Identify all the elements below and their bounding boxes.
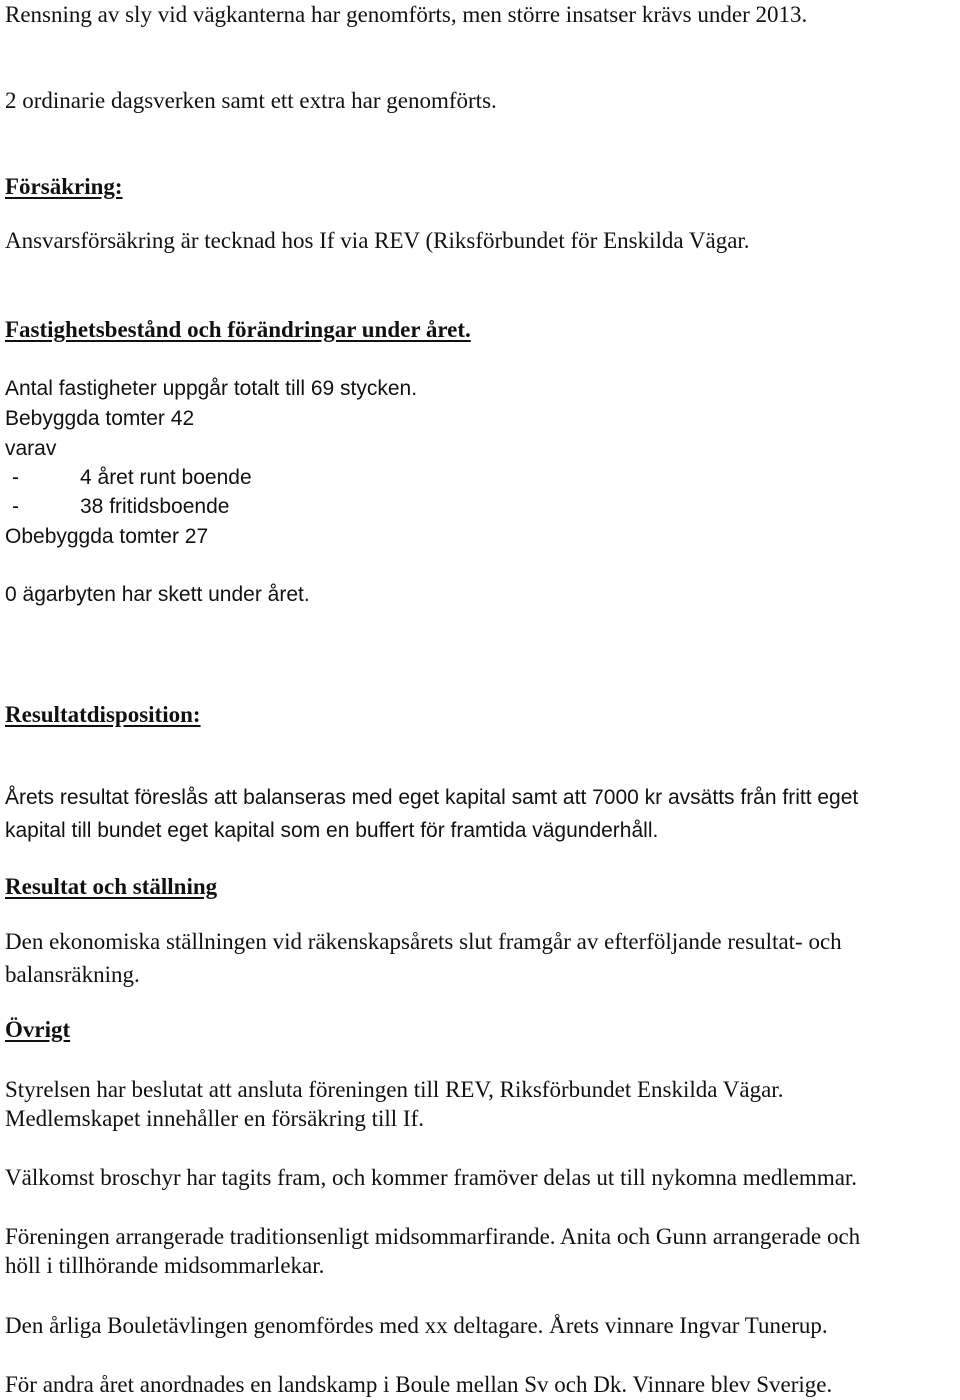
result-line-2: balansräkning. xyxy=(5,962,140,987)
property-ownership: 0 ägarbyten har skett under året. xyxy=(5,583,310,606)
property-list-item xyxy=(12,463,252,493)
other-p3-line-2: höll i tillhörande midsommarlekar. xyxy=(5,1253,325,1278)
other-p1-line-2: Medlemskapet innehåller en försäkring till If. xyxy=(5,1106,424,1131)
insurance-heading: Försäkring: xyxy=(5,174,123,199)
other-p1-line-1: Styrelsen har beslutat att ansluta föreningen till REV, Riksförbundet Enskilda Vägar. xyxy=(5,1077,784,1102)
disposition-heading: Resultatdisposition: xyxy=(5,702,201,727)
result-heading: Resultat och ställning xyxy=(5,874,218,899)
list-item-text: 4 året runt boende xyxy=(80,466,252,489)
disposition-line-2: kapital till bundet eget kapital som en buffert för framtida vägunderhåll. xyxy=(5,819,659,842)
insurance-text: Ansvarsförsäkring är tecknad hos If via REV (Riksförbundet för Enskilda Vägar. xyxy=(5,228,750,253)
property-heading: Fastighetsbestånd och förändringar under året. xyxy=(5,317,471,342)
intro-line-2: 2 ordinarie dagsverken samt ett extra har genomförts. xyxy=(5,88,497,113)
list-dash: - xyxy=(12,466,19,489)
other-p2: Välkomst broschyr har tagits fram, och kommer framöver delas ut till nykomna medlemmar. xyxy=(5,1165,858,1190)
property-of-which: varav xyxy=(5,437,57,460)
intro-line-1: Rensning av sly vid vägkanterna har genomförts, men större insatser krävs under 2013. xyxy=(5,2,808,27)
disposition-line-1: Årets resultat föreslås att balanseras med eget kapital samt att 7000 kr avsätts från fritt eget xyxy=(5,786,859,809)
other-heading: Övrigt xyxy=(5,1017,71,1042)
list-dash: - xyxy=(12,495,19,518)
other-p4: Den årliga Bouletävlingen genomfördes med xx deltagare. Årets vinnare Ingvar Tunerup. xyxy=(5,1313,828,1338)
property-total: Antal fastigheter uppgår totalt till 69 stycken. xyxy=(5,377,418,400)
list-item-text: 38 fritidsboende xyxy=(80,495,230,518)
other-p5: För andra året anordnades en landskamp i Boule mellan Sv och Dk. Vinnare blev Sverige. xyxy=(5,1372,833,1397)
property-unbuilt: Obebyggda tomter 27 xyxy=(5,525,209,548)
result-line-1: Den ekonomiska ställningen vid räkenskapsårets slut framgår av efterföljande resultat- och xyxy=(5,929,842,954)
property-list-item xyxy=(12,492,230,522)
property-built: Bebyggda tomter 42 xyxy=(5,407,195,430)
other-p3-line-1: Föreningen arrangerade traditionsenligt midsommarfirande. Anita och Gunn arrangerade och xyxy=(5,1224,861,1249)
